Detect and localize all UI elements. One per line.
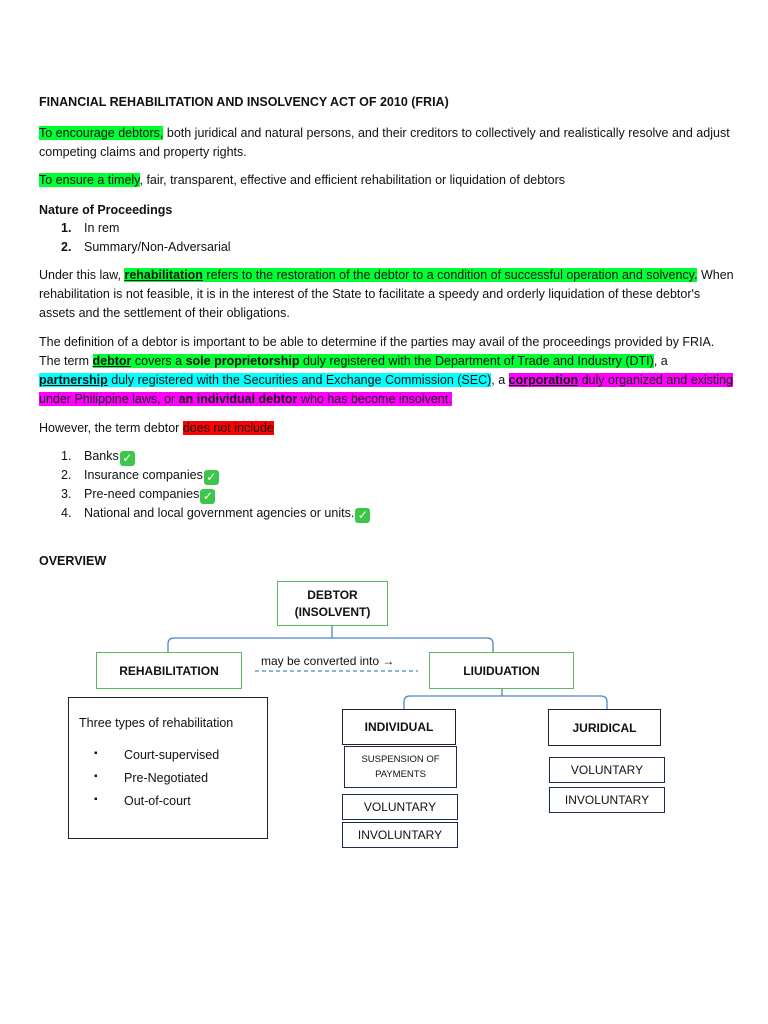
does-not-include-highlight: does not include	[182, 421, 274, 435]
individual-label: INDIVIDUAL	[364, 720, 434, 734]
highlight-ensure: To ensure a timely	[39, 173, 140, 187]
suspension-of-payments-box	[344, 746, 457, 788]
para5-lead: However, the term debtor	[39, 421, 183, 435]
insolvent-label: (INSOLVENT)	[294, 604, 371, 619]
liquidation-branch-connector	[404, 696, 607, 709]
para4-intro: The definition of a debtor is important to be able to determine if the parties may avail of the proceedings provided by FRIA. The term	[39, 335, 715, 368]
list-text: Out-of-court	[124, 794, 191, 808]
liquidation-box	[429, 652, 574, 689]
debtor-term: debtor	[92, 354, 132, 368]
para4-comma: , a	[653, 354, 668, 368]
individual-involuntary-box	[342, 822, 458, 848]
check-icon: ✓	[200, 489, 215, 504]
individual-involuntary-label: INVOLUNTARY	[357, 828, 443, 842]
check-icon: ✓	[120, 451, 135, 466]
juridical-box	[548, 709, 661, 746]
liquidation-label: LIUIDUATION	[463, 663, 540, 678]
list-number: 2.	[61, 240, 72, 254]
list-text: National and local government agencies or units.	[84, 506, 355, 520]
debtor-label: DEBTOR	[307, 587, 358, 602]
juridical-involuntary-box	[549, 787, 665, 813]
sole-proprietorship-term: sole proprietorship	[185, 354, 300, 368]
para3-lead: Under this law,	[39, 268, 125, 282]
document-title: FINANCIAL REHABILITATION AND INSOLVENCY ACT OF 2010 (FRIA)	[39, 95, 449, 109]
rehabilitation-definition: refers to the restoration of the debtor to a condition of successful operation and solvency.	[202, 268, 698, 282]
organized-text: duly organized and existing under Philippine laws, or	[39, 373, 734, 406]
para4-comma-2: , a	[491, 373, 509, 387]
check-icon: ✓	[355, 508, 370, 523]
list-number: 3.	[61, 487, 72, 501]
para1-rest: both juridical and natural persons, and their creditors to collectively and realistically resolve and adjust competing claims and property rights.	[39, 126, 730, 159]
list-text: Summary/Non-Adversarial	[84, 240, 231, 254]
para2-rest: , fair, transparent, effective and efficient rehabilitation or liquidation of debtors	[139, 173, 566, 187]
individual-voluntary-box	[342, 794, 458, 820]
list-text: Pre-Negotiated	[124, 771, 209, 785]
debtor-box	[277, 581, 388, 626]
list-number: 1.	[61, 449, 72, 463]
debtor-branch-connector	[168, 638, 493, 652]
individual-box	[342, 709, 456, 745]
converted-label: may be converted into →	[261, 654, 395, 668]
list-text: In rem	[84, 221, 120, 235]
sec-text: duly registered with the Securities and Exchange Commission (SEC)	[107, 373, 492, 387]
corporation-term: corporation	[508, 373, 579, 387]
juridical-involuntary-label: INVOLUNTARY	[564, 793, 650, 807]
juridical-voluntary-box	[549, 757, 665, 783]
rehabilitation-label: REHABILITATION	[119, 663, 219, 678]
list-text: Banks	[84, 449, 119, 463]
overview-heading: OVERVIEW	[39, 554, 107, 568]
list-number: 1.	[61, 221, 72, 235]
check-icon: ✓	[204, 470, 219, 485]
individual-voluntary-label: VOLUNTARY	[363, 800, 437, 814]
list-number: 4.	[61, 506, 72, 520]
individual-debtor-term: an individual debtor	[178, 392, 298, 406]
rehabilitation-box	[96, 652, 242, 689]
rehabilitation-types-title: Three types of rehabilitation	[79, 716, 234, 730]
bullet-icon: ▪	[94, 748, 98, 759]
juridical-label: JURIDICAL	[572, 720, 637, 735]
bullet-icon: ▪	[94, 794, 98, 805]
insolvent-text: who has become insolvent.	[297, 392, 452, 406]
list-text: Pre-need companies	[84, 487, 200, 501]
list-number: 2.	[61, 468, 72, 482]
juridical-voluntary-label: VOLUNTARY	[570, 763, 644, 777]
dti-text: duly registered with the Department of Trade and Industry (DTI)	[299, 354, 654, 368]
list-text: Court-supervised	[124, 748, 220, 762]
suspension-label-line1: SUSPENSION OF	[361, 754, 440, 765]
suspension-label-line2: PAYMENTS	[375, 769, 426, 780]
covers-text: covers a	[131, 354, 186, 368]
para3-rest: When rehabilitation is not feasible, it is in the interest of the State to facilitate a speedy and orderly liquidation of these debtor's assets and the settlement of their obligations.	[39, 268, 734, 320]
nature-heading: Nature of Proceedings	[39, 203, 173, 217]
partnership-term: partnership	[39, 373, 108, 387]
bullet-icon: ▪	[94, 771, 98, 782]
rehabilitation-types-box	[68, 697, 268, 839]
highlight-encourage: To encourage debtors,	[39, 126, 164, 140]
rehabilitation-term: rehabilitation	[124, 268, 203, 282]
list-text: Insurance companies	[84, 468, 203, 482]
